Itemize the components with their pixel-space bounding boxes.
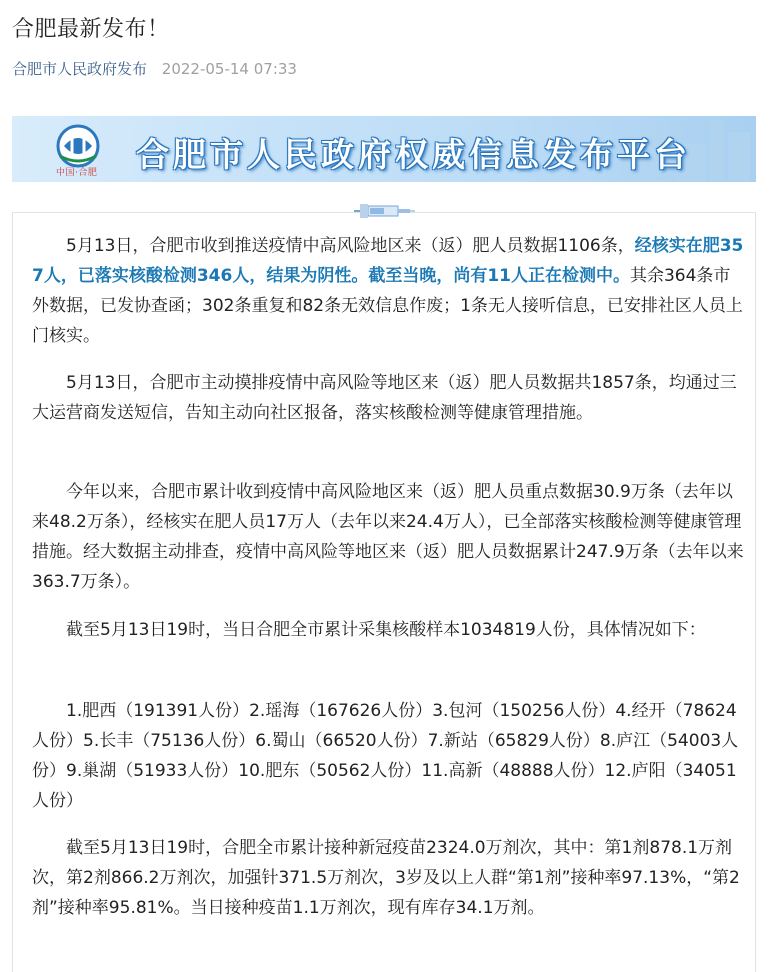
paragraph-test-results <box>32 231 744 351</box>
paragraph-text: 其余364条市外数据，已发协查函；302条重复和82条无效信息作废；1条无人接听信息，已安排社区人员上门核实。 <box>32 266 743 346</box>
paragraph-sample-total: 截至5月13日19时，当日合肥全市累计采集核酸样本1034819人份，具体情况如下： <box>66 620 706 640</box>
highlighted-text: 经核实在肥357人，已落实核酸检测346人，结果为阴性。截至当晚，尚有11人正在检测中。 <box>32 236 744 286</box>
logo-caption: 中国·合肥 <box>56 168 98 178</box>
paragraph-district-list: 1.肥西（191391人份）2.瑶海（167626人份）3.包河（150256人份）4.经开（78624人份）5.长丰（75136人份）6.蜀山（66520人份）7.新站（65829人份）8.庐江（54003人份）9.巢湖（51933人份）10.肥东（50562人份）11.高新（48888人份）12.庐阳（34051人份） <box>32 701 739 811</box>
syringe-icon <box>352 200 416 222</box>
paragraph-screening: 5月13日，合肥市主动摸排疫情中高风险等地区来（返）肥人员数据共1857条，均通过三大运营商发送短信，告知主动向社区报备，落实核酸检测等健康管理措施。 <box>32 373 737 423</box>
paragraph-yearly-summary: 今年以来，合肥市累计收到疫情中高风险地区来（返）肥人员重点数据30.9万条（去年以来48.2万条），经核实在肥人员17万人（去年以来24.4万人），已全部落实核酸检测等健康管理措施。经大数据主动排查，疫情中高风险等地区来（返）肥人员数据累计247.9万条（去年以来363.7万条）。 <box>32 482 744 592</box>
article-title: 合肥最新发布！ <box>12 17 170 42</box>
paragraph-vaccination: 截至5月13日19时，合肥全市累计接种新冠疫苗2324.0万剂次，其中：第1剂878.1万剂次，第2剂866.2万剂次，加强针371.5万剂次，3岁及以上人群“第1剂”接种率97.13%，“第2剂”接种率95.81%。当日接种疫苗1.1万剂次，现有库存34.1万剂。 <box>32 838 740 918</box>
paragraph-text: 5月13日，合肥市收到推送疫情中高风险地区来（返）肥人员数据1106条， <box>66 236 635 256</box>
banner-title: 合肥市人民政府权威信息发布平台 <box>136 135 691 174</box>
header-banner <box>12 116 756 182</box>
article-meta <box>12 58 297 79</box>
publish-date: 2022-05-14 07:33 <box>161 60 297 78</box>
source-link[interactable]: 合肥市人民政府发布 <box>12 60 148 78</box>
